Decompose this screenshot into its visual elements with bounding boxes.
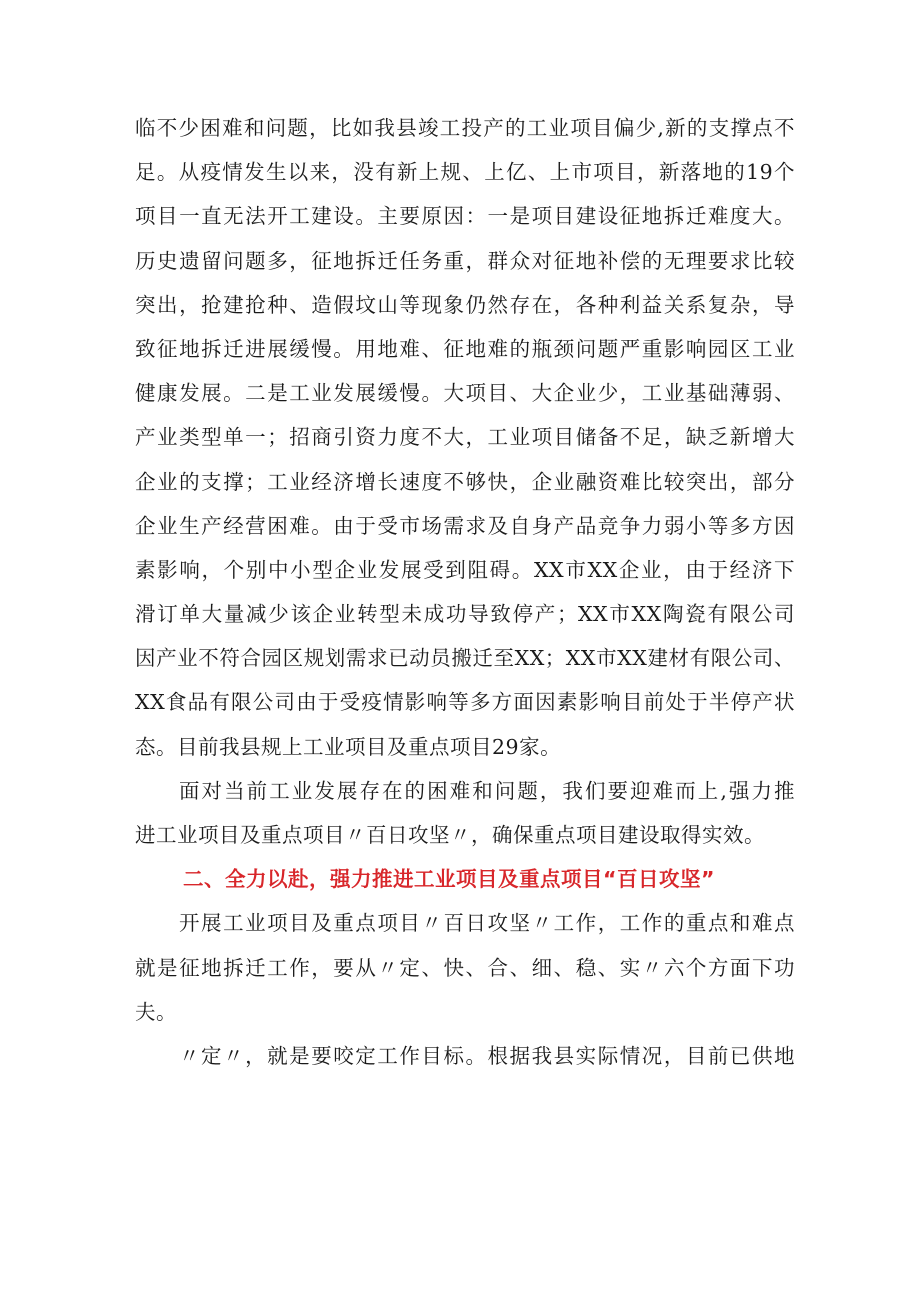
text-line: 夫。 [135,999,177,1024]
text-line: 面对当前工业发展存在的困难和问题，我们要迎难而上,强力推 [179,778,795,803]
text-line: 进工业项目及重点项目〃百日攻坚〃，确保重点项目建设取得实效。 [135,823,765,847]
paragraph-2 [135,769,795,857]
text-line: 临不少困难和问题，比如我县竣工投产的工业项目偏少,新的支撑点不 [135,116,795,140]
text-line: 〃定〃，就是要咬定工作目标。根据我县实际情况，目前已供地 [179,1043,795,1068]
text-line: 企业生产经营困难。由于受市场需求及自身产品竞争力弱小等多方因 [135,513,795,538]
text-line: 历史遗留问题多，征地拆迁任务重，群众对征地补偿的无理要求比较 [135,248,795,273]
text-line: 滑订单大量减少该企业转型未成功导致停产；XX市XX陶瓷有限公司 [135,602,795,627]
paragraph-1 [135,106,795,769]
document-body [135,106,795,1078]
paragraph-4 [135,1034,795,1078]
text-line: 健康发展。二是工业发展缓慢。大项目、大企业少，工业基础薄弱、 [135,381,795,406]
text-line: 就是征地拆迁工作，要从〃定、快、合、细、稳、实〃六个方面下功 [135,955,795,980]
text-line: 素影响，个别中小型企业发展受到阻碍。XX市XX企业，由于经济下 [135,557,795,582]
text-line: 突出，抢建抢种、造假坟山等现象仍然存在，各种利益关系复杂，导 [135,292,795,317]
text-line: 开展工业项目及重点项目〃百日攻坚〃工作，工作的重点和难点 [179,911,795,936]
text-line: 企业的支撑；工业经济增长速度不够快，企业融资难比较突出，部分 [135,469,795,494]
text-line: 足。从疫情发生以来，没有新上规、上亿、上市项目，新落地的19个 [135,160,795,185]
text-line: 项目一直无法开工建设。主要原因：一是项目建设征地拆迁难度大。 [135,204,795,229]
paragraph-3 [135,901,795,1034]
text-line: 因产业不符合园区规划需求已动员搬迁至XX；XX市XX建材有限公司、 [135,646,795,671]
text-line: 态。目前我县规上工业项目及重点项目29家。 [135,734,562,759]
text-line: XX食品有限公司由于受疫情影响等多方面因素影响目前处于半停产状 [135,690,795,715]
section-heading: 二、全力以赴，强力推进工业项目及重点项目“百日攻坚” [183,867,715,892]
text-line: 致征地拆迁进展缓慢。用地难、征地难的瓶颈问题严重影响园区工业 [135,336,795,361]
text-line: 产业类型单一；招商引资力度不大，工业项目储备不足，缺乏新增大 [135,425,795,450]
